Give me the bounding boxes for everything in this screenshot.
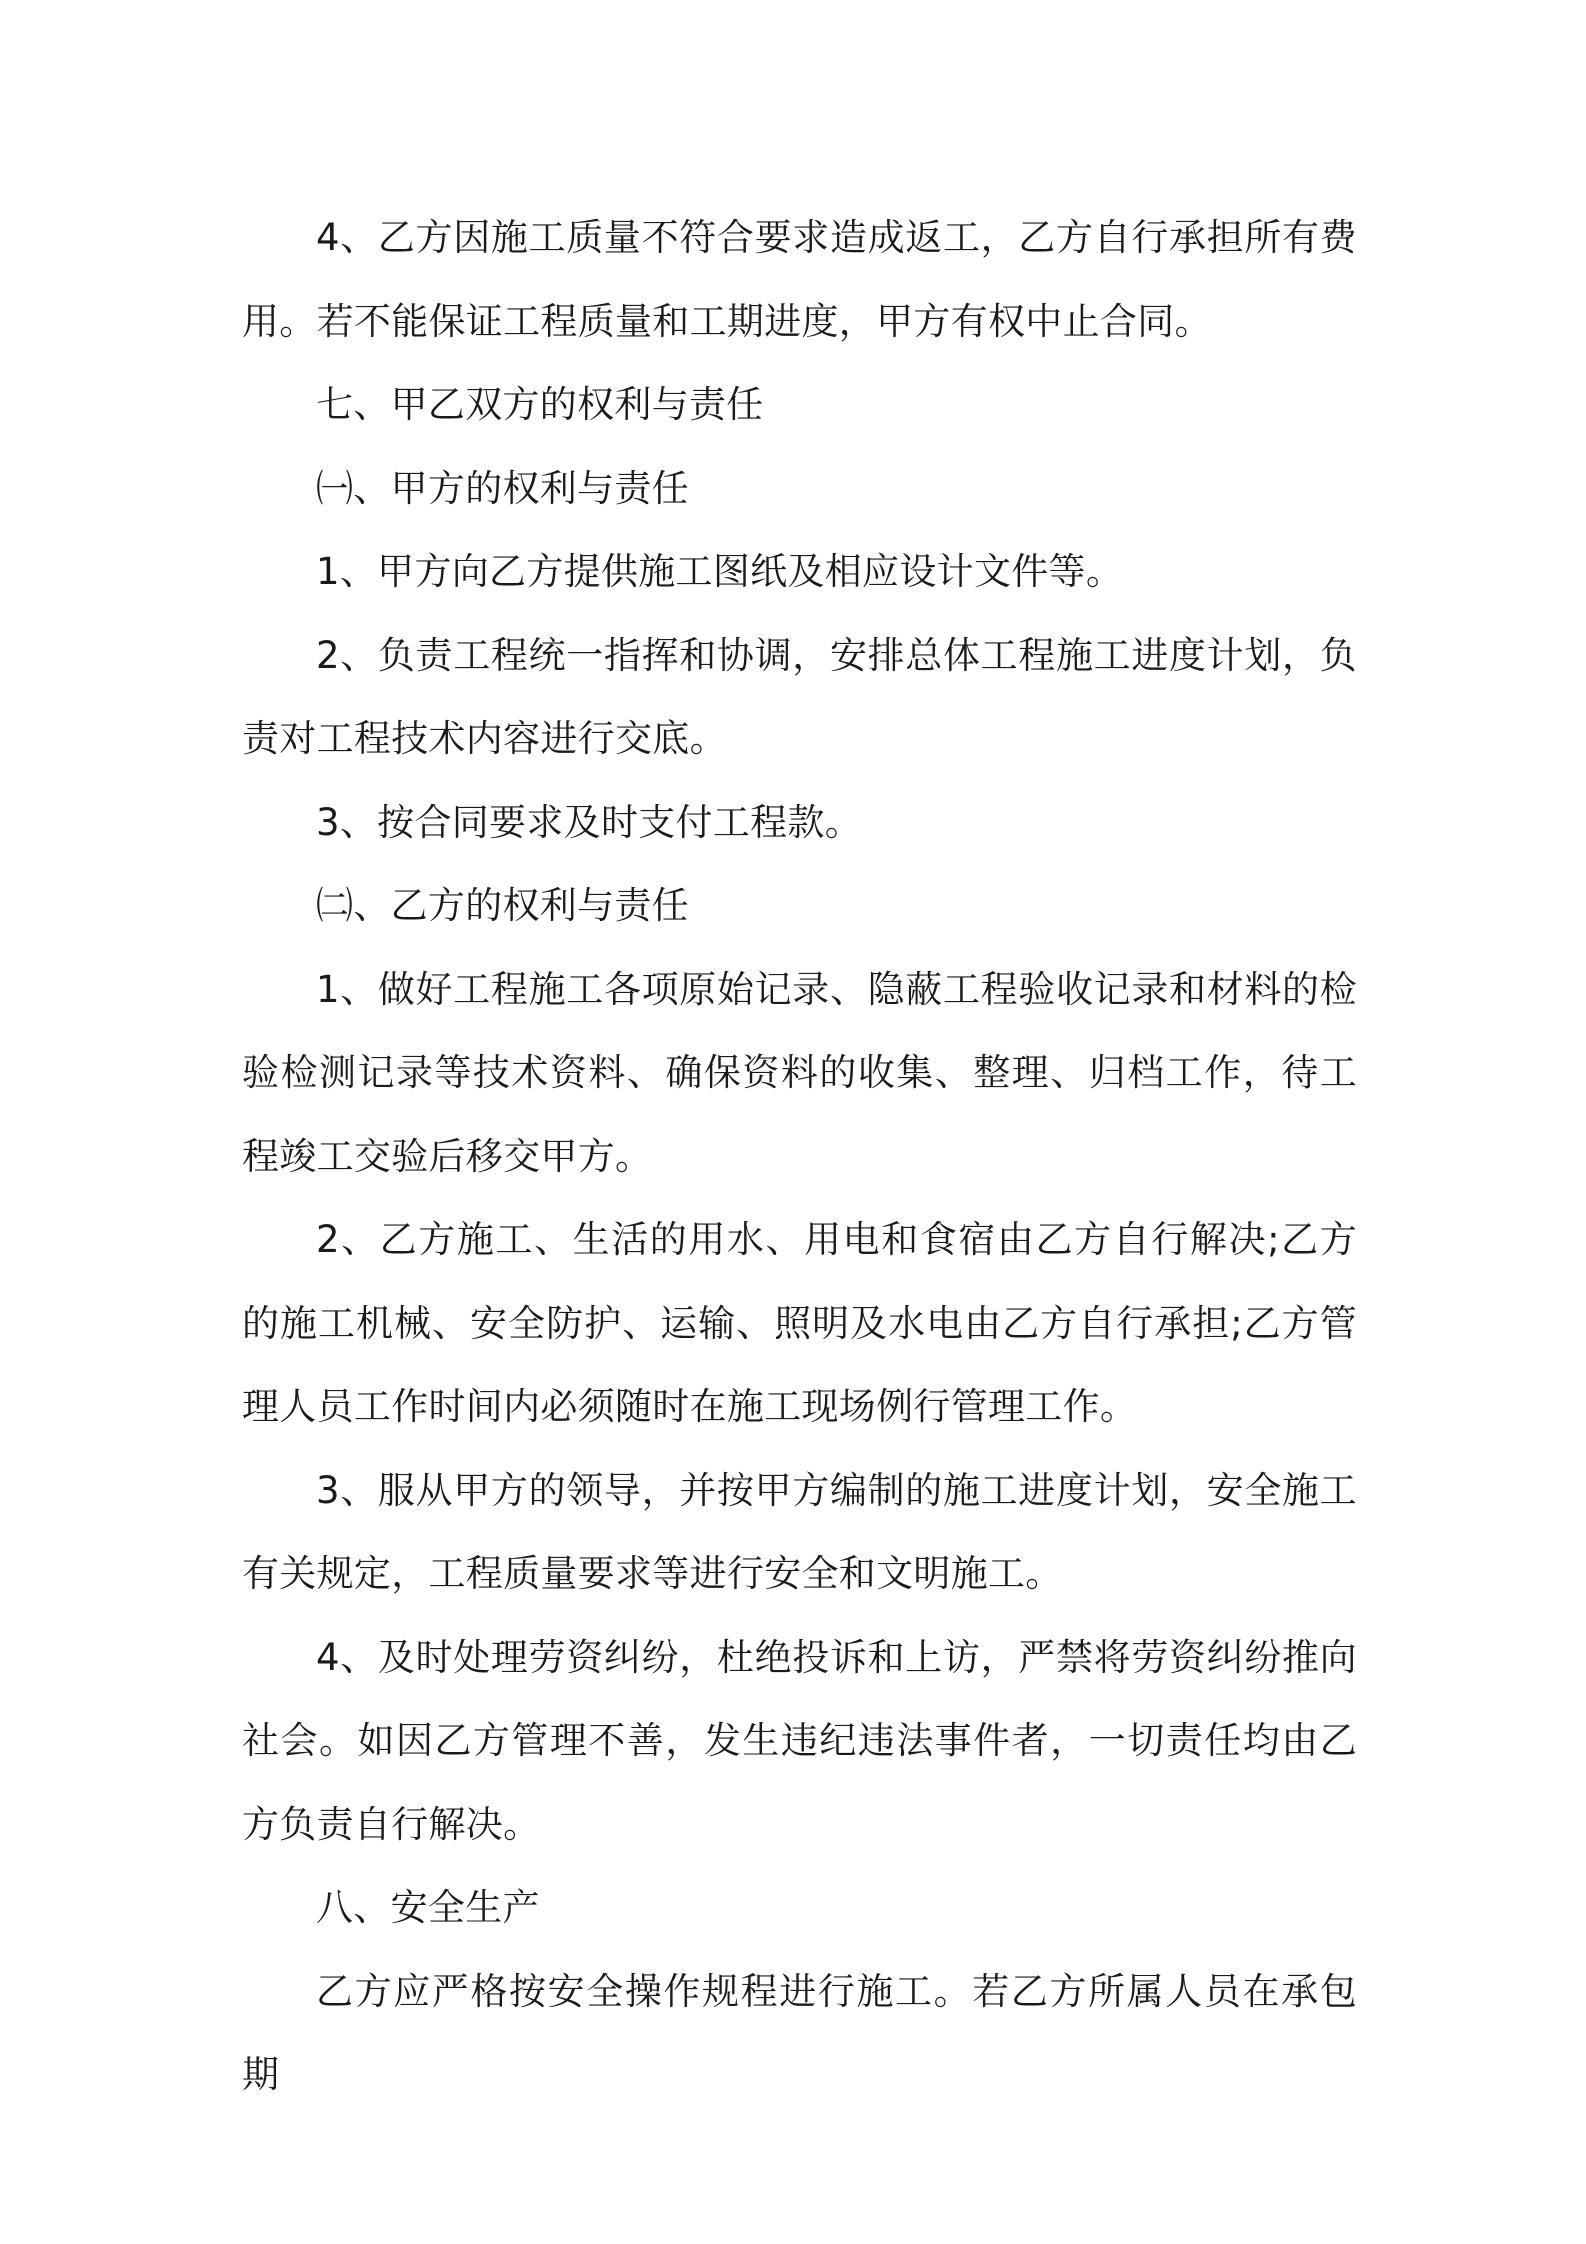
section-heading-rights-responsibilities: 七、甲乙双方的权利与责任 (316, 383, 764, 426)
paragraph-party-a-item-1: 1、甲方向乙方提供施工图纸及相应设计文件等。 (316, 550, 1124, 593)
section-heading-safety: 八、安全生产 (316, 1886, 540, 1929)
subsection-heading-party-a: ㈠、甲方的权利与责任 (316, 466, 689, 510)
paragraph-party-a-item-2: 2、负责工程统一指挥和协调，安排总体工程施工进度计划，负责对工程技术内容进行交底。 (242, 633, 1357, 760)
paragraph-safety-intro: 乙方应严格按安全操作规程进行施工。若乙方所属人员在承包期 (242, 1969, 1357, 2096)
paragraph-party-b-item-2: 2、乙方施工、生活的用水、用电和食宿由乙方自行解决;乙方的施工机械、安全防护、运输、照明及水电由乙方自行承担;乙方管理人员工作时间内必须随时在施工现场例行管理工作。 (242, 1218, 1357, 1428)
paragraph-party-b-item-3: 3、服从甲方的领导，并按甲方编制的施工进度计划，安全施工有关规定，工程质量要求等进行安全和文明施工。 (242, 1468, 1357, 1595)
document-body (242, 196, 1357, 2117)
paragraph-party-b-item-4: 4、及时处理劳资纠纷，杜绝投诉和上访，严禁将劳资纠纷推向社会。如因乙方管理不善，发生违纪违法事件者，一切责任均由乙方负责自行解决。 (242, 1635, 1357, 1846)
paragraph-party-b-item-1: 1、做好工程施工各项原始记录、隐蔽工程验收记录和材料的检验检测记录等技术资料、确保资料的收集、整理、归档工作，待工程竣工交验后移交甲方。 (242, 967, 1357, 1178)
paragraph-rework-cost: 4、乙方因施工质量不符合要求造成返工，乙方自行承担所有费用。若不能保证工程质量和工期进度，甲方有权中止合同。 (242, 216, 1357, 343)
paragraph-party-a-item-3: 3、按合同要求及时支付工程款。 (316, 800, 863, 844)
subsection-heading-party-b: ㈡、乙方的权利与责任 (316, 884, 689, 927)
